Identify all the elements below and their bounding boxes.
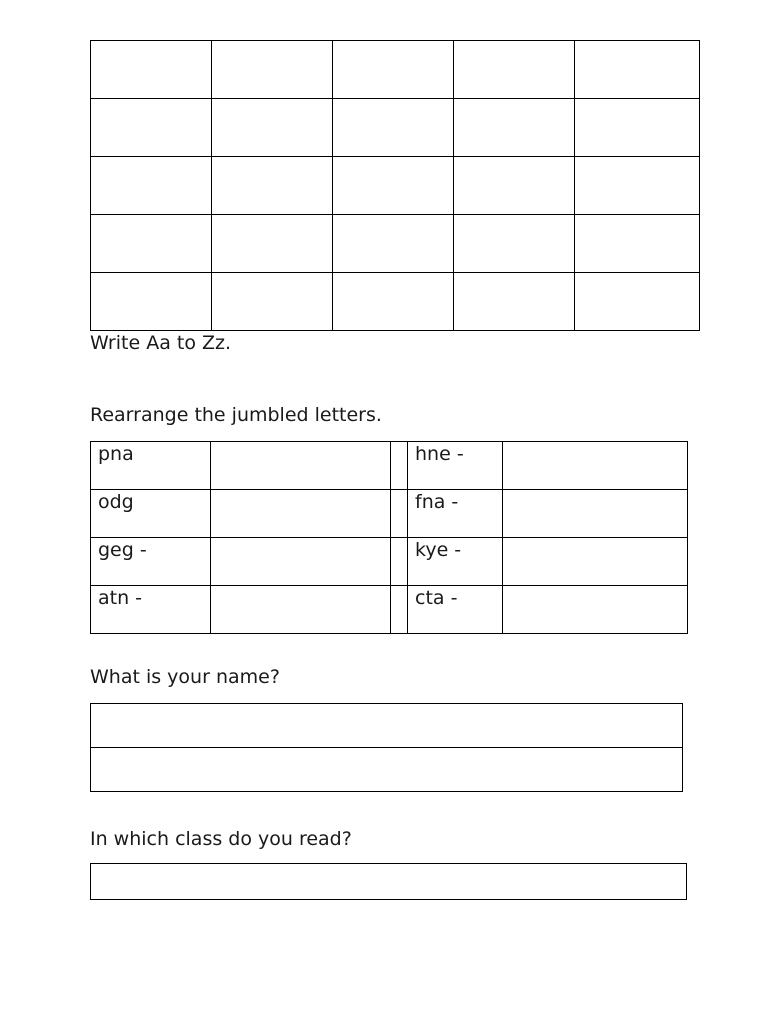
grid-cell[interactable] [212, 273, 333, 331]
grid-row [91, 157, 700, 215]
jumbled-word: kye - [408, 538, 503, 586]
answer-cell[interactable] [211, 538, 391, 586]
answer-cell[interactable] [211, 442, 391, 490]
grid-cell[interactable] [212, 215, 333, 273]
spacer-cell [391, 442, 408, 490]
class-question: In which class do you read? [90, 828, 352, 850]
grid-cell[interactable] [91, 215, 212, 273]
grid-row [91, 41, 700, 99]
table-row [91, 586, 688, 634]
answer-cell[interactable] [211, 586, 391, 634]
grid-cell[interactable] [91, 157, 212, 215]
write-alphabet-instruction: Write Aa to Zz. [90, 332, 232, 354]
jumbled-word: cta - [408, 586, 503, 634]
spacer-cell [391, 538, 408, 586]
answer-cell[interactable] [503, 442, 688, 490]
table-row [91, 442, 688, 490]
jumbled-word: atn - [91, 586, 211, 634]
jumbled-word: pna [91, 442, 211, 490]
answer-cell[interactable] [503, 586, 688, 634]
grid-row [91, 215, 700, 273]
jumbled-word: fna - [408, 490, 503, 538]
spacer-cell [391, 586, 408, 634]
grid-cell[interactable] [212, 41, 333, 99]
name-answer-line[interactable] [91, 748, 683, 792]
grid-cell[interactable] [333, 157, 454, 215]
class-answer-box [90, 863, 687, 900]
jumbled-words-table [90, 441, 688, 634]
jumbled-word: hne - [408, 442, 503, 490]
grid-cell[interactable] [333, 273, 454, 331]
grid-cell[interactable] [575, 273, 700, 331]
grid-cell[interactable] [454, 99, 575, 157]
name-question: What is your name? [90, 666, 280, 688]
class-answer-line[interactable] [91, 864, 687, 900]
table-row [91, 704, 683, 748]
answer-cell[interactable] [503, 538, 688, 586]
grid-cell[interactable] [454, 273, 575, 331]
table-row [91, 748, 683, 792]
jumbled-word: geg - [91, 538, 211, 586]
jumbled-word: odg [91, 490, 211, 538]
answer-cell[interactable] [211, 490, 391, 538]
name-answer-box [90, 703, 683, 792]
grid-row [91, 99, 700, 157]
table-row [91, 538, 688, 586]
grid-cell[interactable] [91, 273, 212, 331]
grid-cell[interactable] [575, 41, 700, 99]
grid-cell[interactable] [575, 157, 700, 215]
grid-cell[interactable] [333, 41, 454, 99]
grid-cell[interactable] [575, 215, 700, 273]
grid-cell[interactable] [91, 99, 212, 157]
grid-cell[interactable] [212, 99, 333, 157]
grid-cell[interactable] [333, 215, 454, 273]
answer-cell[interactable] [503, 490, 688, 538]
alphabet-writing-grid [90, 40, 700, 331]
rearrange-instruction: Rearrange the jumbled letters. [90, 404, 382, 426]
table-row [91, 864, 687, 900]
spacer-cell [391, 490, 408, 538]
grid-cell[interactable] [454, 41, 575, 99]
grid-cell[interactable] [454, 157, 575, 215]
name-answer-line[interactable] [91, 704, 683, 748]
grid-cell[interactable] [333, 99, 454, 157]
grid-row [91, 273, 700, 331]
grid-cell[interactable] [212, 157, 333, 215]
grid-cell[interactable] [575, 99, 700, 157]
table-row [91, 490, 688, 538]
grid-cell[interactable] [454, 215, 575, 273]
grid-cell[interactable] [91, 41, 212, 99]
